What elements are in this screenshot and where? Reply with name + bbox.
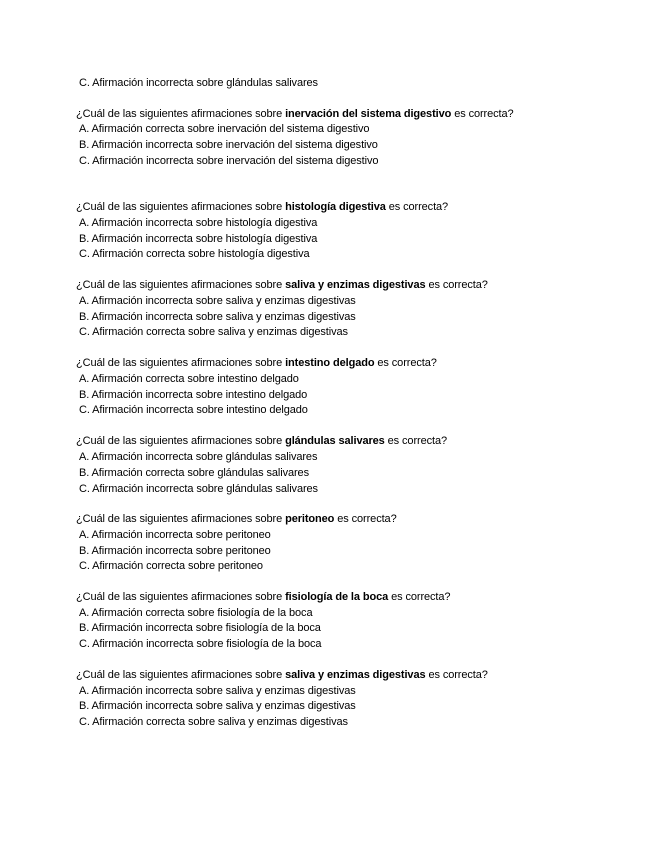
question-topic: fisiología de la boca [285, 591, 389, 603]
option-a: A. Afirmación incorrecta sobre saliva y enzimas digestivas [79, 685, 356, 697]
option-c: C. Afirmación correcta sobre histología digestiva [79, 248, 310, 260]
question-topic: glándulas salivares [285, 435, 385, 447]
option-b: B. Afirmación incorrecta sobre saliva y enzimas digestivas [79, 700, 356, 712]
question-prefix: ¿Cuál de las siguientes afirmaciones sobre [76, 669, 286, 681]
option-c: C. Afirmación incorrecta sobre fisiología de la boca [79, 638, 322, 650]
question-topic: histología digestiva [285, 201, 386, 213]
option-b: B. Afirmación incorrecta sobre inervación del sistema digestivo [79, 139, 378, 151]
option-c: C. Afirmación incorrecta sobre glándulas salivares [79, 483, 318, 495]
question-prefix: ¿Cuál de las siguientes afirmaciones sobre [76, 108, 286, 120]
question-prompt [76, 668, 488, 683]
option-b: B. Afirmación incorrecta sobre histología digestiva [79, 233, 318, 245]
question-suffix: es correcta? [451, 108, 514, 120]
question-suffix: es correcta? [385, 201, 449, 213]
option-a: A. Afirmación correcta sobre intestino delgado [79, 373, 299, 385]
option-b: B. Afirmación incorrecta sobre intestino delgado [79, 389, 308, 401]
question-prompt [76, 107, 514, 122]
question-prompt [76, 512, 397, 527]
question-suffix: es correcta? [334, 513, 397, 525]
question-prompt [76, 356, 437, 371]
option-b: B. Afirmación incorrecta sobre saliva y enzimas digestivas [79, 311, 356, 323]
question-suffix: es correcta? [425, 669, 488, 681]
question-topic: intestino delgado [285, 357, 375, 369]
option-a: A. Afirmación incorrecta sobre saliva y enzimas digestivas [79, 295, 356, 307]
question-topic: saliva y enzimas digestivas [285, 279, 426, 291]
question-topic: inervación del sistema digestivo [285, 108, 452, 120]
question-prompt [76, 434, 447, 449]
question-prefix: ¿Cuál de las siguientes afirmaciones sobre [76, 435, 286, 447]
question-prompt [76, 200, 448, 215]
question-suffix: es correcta? [374, 357, 437, 369]
option-a: A. Afirmación incorrecta sobre peritoneo [79, 529, 271, 541]
option-b: B. Afirmación incorrecta sobre peritoneo [79, 545, 271, 557]
question-suffix: es correcta? [425, 279, 488, 291]
question-prompt [76, 590, 450, 605]
option-a: A. Afirmación correcta sobre inervación del sistema digestivo [79, 123, 370, 135]
option-b: B. Afirmación incorrecta sobre fisiología de la boca [79, 622, 321, 634]
question-prefix: ¿Cuál de las siguientes afirmaciones sobre [76, 357, 286, 369]
question-suffix: es correcta? [388, 591, 451, 603]
option-a: A. Afirmación incorrecta sobre histología digestiva [79, 217, 318, 229]
leading-option: C. Afirmación incorrecta sobre glándulas salivares [79, 77, 318, 89]
question-prefix: ¿Cuál de las siguientes afirmaciones sobre [76, 201, 286, 213]
option-a: A. Afirmación correcta sobre fisiología de la boca [79, 607, 313, 619]
option-c: C. Afirmación incorrecta sobre inervación del sistema digestivo [79, 155, 379, 167]
option-c: C. Afirmación correcta sobre peritoneo [79, 560, 263, 572]
question-prefix: ¿Cuál de las siguientes afirmaciones sobre [76, 591, 286, 603]
question-prefix: ¿Cuál de las siguientes afirmaciones sobre [76, 279, 286, 291]
option-c: C. Afirmación correcta sobre saliva y enzimas digestivas [79, 326, 348, 338]
question-topic: saliva y enzimas digestivas [285, 669, 426, 681]
option-b: B. Afirmación correcta sobre glándulas salivares [79, 467, 309, 479]
question-prefix: ¿Cuál de las siguientes afirmaciones sobre [76, 513, 286, 525]
option-a: A. Afirmación incorrecta sobre glándulas salivares [79, 451, 318, 463]
option-c: C. Afirmación correcta sobre saliva y enzimas digestivas [79, 716, 348, 728]
question-topic: peritoneo [285, 513, 335, 525]
question-suffix: es correcta? [384, 435, 447, 447]
option-c: C. Afirmación incorrecta sobre intestino delgado [79, 404, 308, 416]
question-prompt [76, 278, 488, 293]
